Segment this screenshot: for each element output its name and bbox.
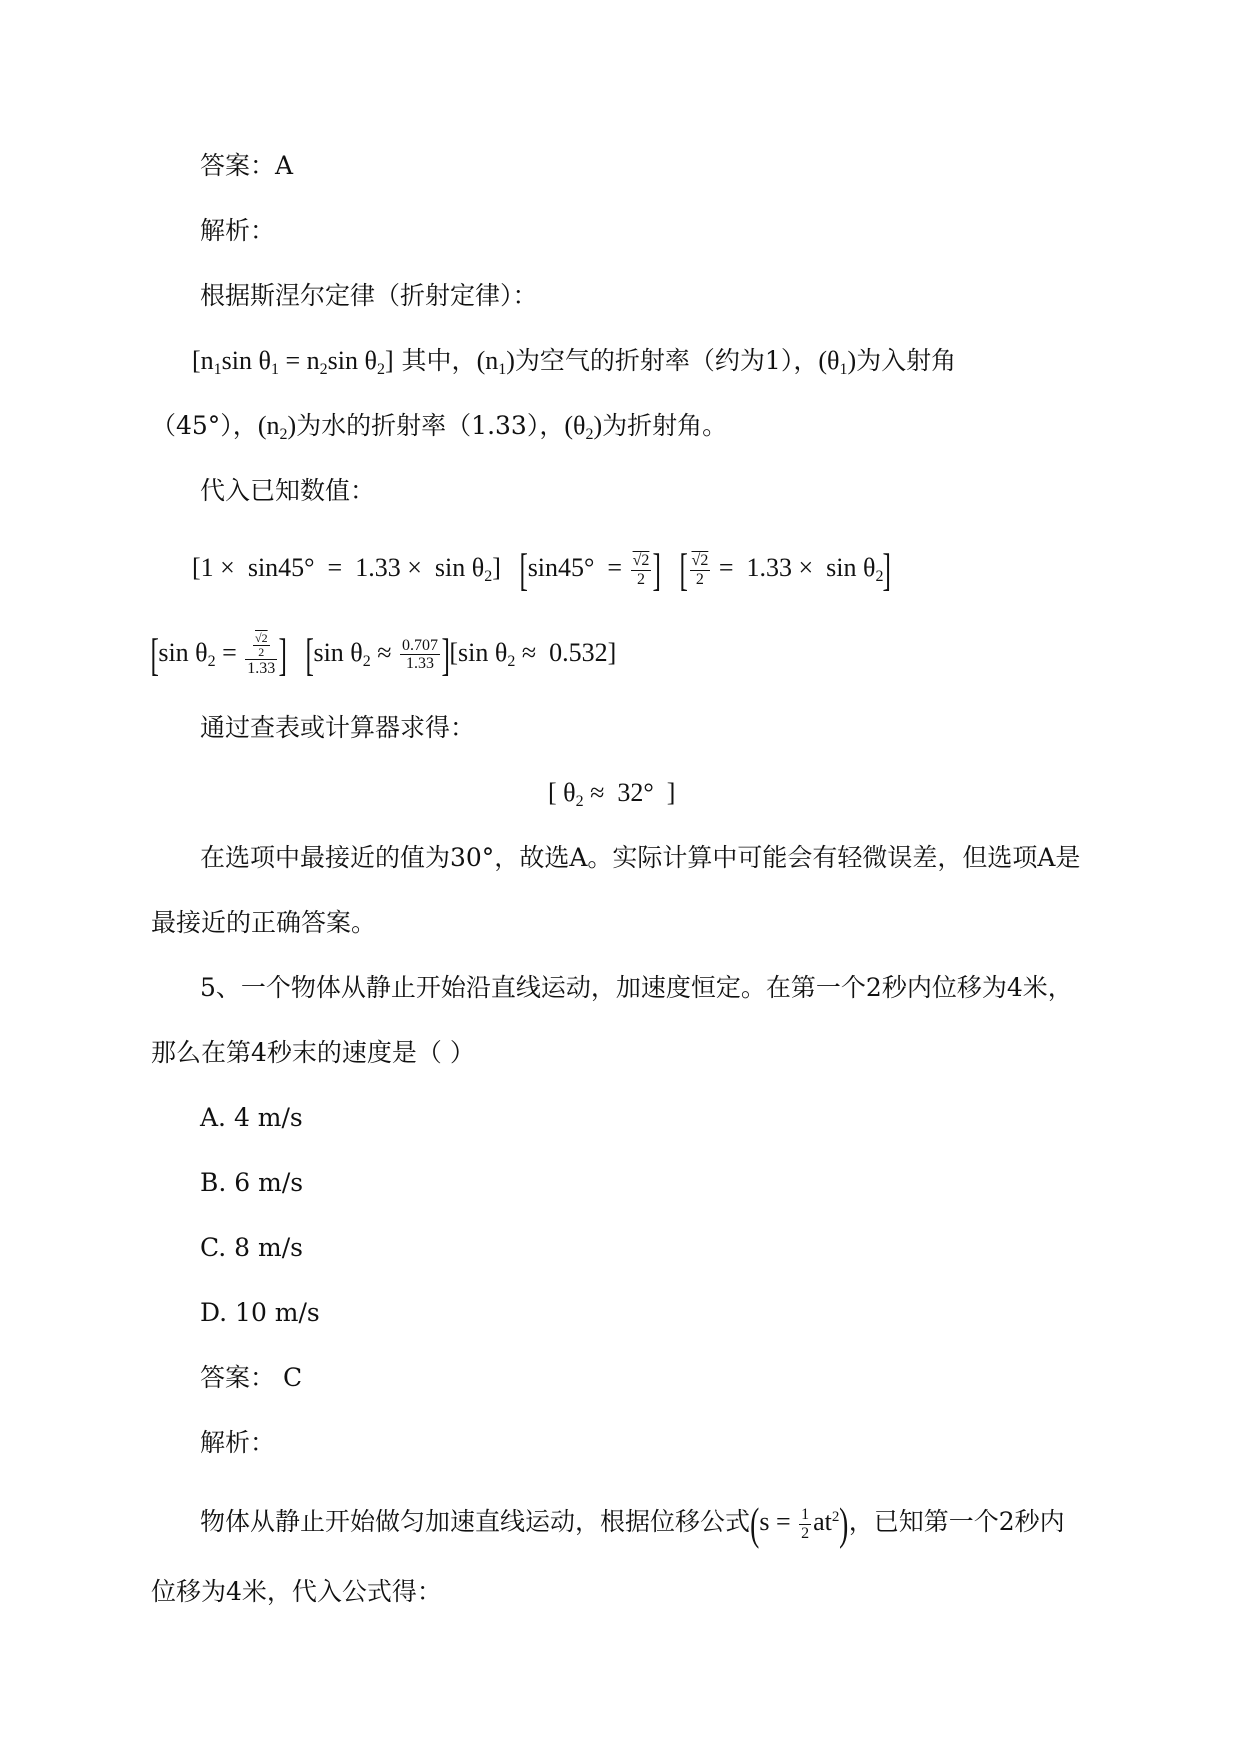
conclusion-line-2: 最接近的正确答案。 [151, 908, 377, 937]
substitute-intro: 代入已知数值： [200, 476, 376, 505]
equation-step-4: [sin $\theta_2$ = $\frac{\frac{√2}{2}}{1.33}$ ] [150, 628, 288, 680]
analysis-line-2: 位移为4米，代入公式得： [151, 1577, 442, 1606]
option-d: D. 10 m/s [200, 1298, 320, 1327]
question-5-stem-2: 那么在第4秒末的速度是（ ） [151, 1038, 475, 1067]
analysis-line-1: 物体从静止开始做匀加速直线运动，根据位移公式(s = $\frac{1}{2}$ $at^2$)，已知第一个2秒内 [200, 1498, 1065, 1550]
snell-law-line: [$n_1\sin$ $\theta_1 = n_2\sin$ $\theta_2$] 其中，$(n_1)$为空气的折射率（约为1），$(\theta_1)$为入射角 [192, 346, 957, 378]
question-5-stem-1: 5、一个物体从静止开始沿直线运动，加速度恒定。在第一个2秒内位移为4米， [200, 973, 1073, 1002]
analysis-label-q5: 解析： [200, 1428, 276, 1457]
lookup-intro: 通过查表或计算器求得： [200, 713, 476, 742]
equation-step-3: [ $\frac{√2}{2}$ = $1.33 \times \sin \theta_2$] [679, 544, 892, 596]
result-equation: [ $\theta_2 \approx 32^\circ$ ] [548, 778, 676, 810]
snell-formula: [$n_1\sin$ $\theta_1 = n_2\sin$ $\theta_2$] [192, 346, 394, 378]
answer-line-q5: 答案： C [200, 1363, 303, 1392]
answer-line: 答案：A [200, 151, 294, 180]
equation-row-1 [192, 544, 892, 597]
conclusion-line-1: 在选项中最接近的值为30°，故选A。实际计算中可能会有轻微误差，但选项A是 [200, 843, 1081, 872]
option-c: C. 8 m/s [200, 1233, 303, 1262]
equation-step-2: [sin45° = $\frac{√2}{2}$ ] [519, 544, 662, 596]
equation-step-1: $[1 \times \sin 45^\circ = 1.33 \times \sin \theta_2]$ [192, 553, 501, 585]
option-a: A. 4 m/s [200, 1103, 303, 1132]
law-intro: 根据斯涅尔定律（折射定律）： [200, 281, 538, 310]
analysis-label: 解析： [200, 216, 276, 245]
option-b: B. 6 m/s [200, 1168, 304, 1197]
snell-law-line-2: （45°），$(n_2)$为水的折射率（1.33），$(\theta_2)$为折射角。 [151, 411, 728, 443]
equation-row-2: [sin $\theta_2$ = $\frac{\frac{√2}{2}}{1.33}$ ] [sin $\theta_2$ ≈ $\frac{0.707}{1.33}$ ][sin $\theta_2 \approx 0.532$] [150, 628, 617, 680]
equation-step-5: [sin $\theta_2$ ≈ $\frac{0.707}{1.33}$ ] [305, 628, 450, 680]
